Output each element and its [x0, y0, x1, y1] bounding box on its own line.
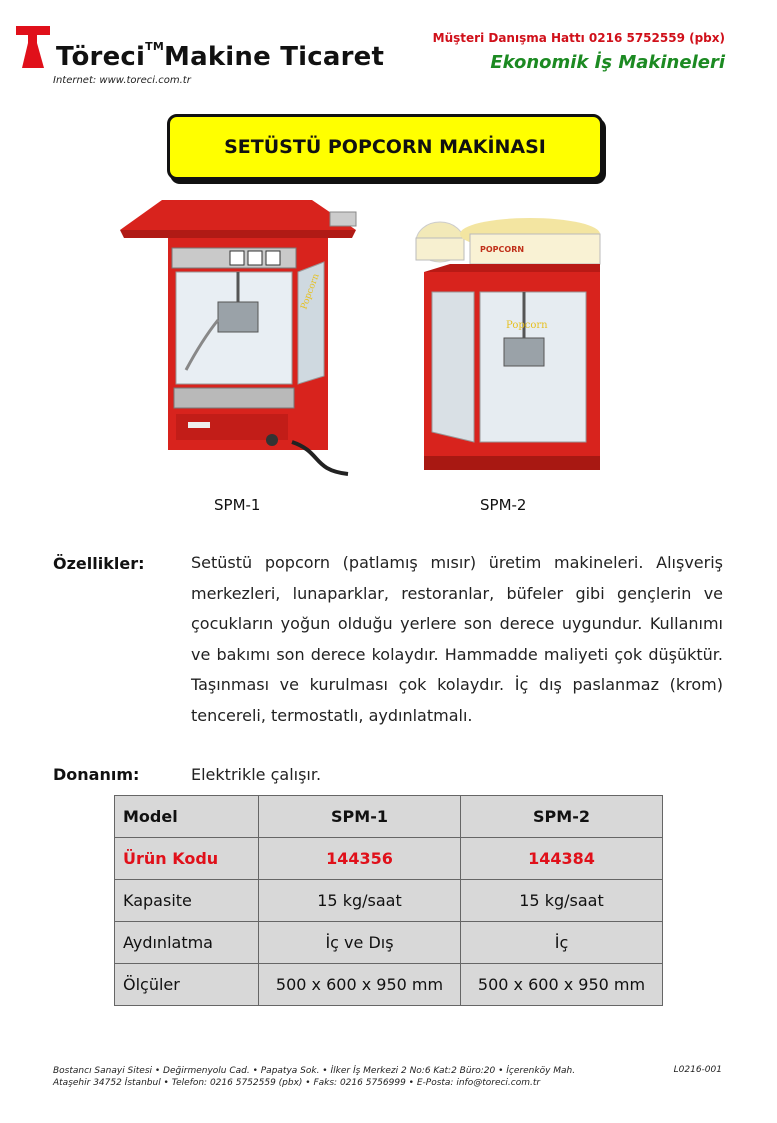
footer-address: [53, 1065, 725, 1089]
product-caption-spm2: SPM-2: [480, 496, 527, 514]
table-cell: İç: [461, 922, 663, 964]
table-cell: Ürün Kodu: [115, 838, 259, 880]
page-title: SETÜSTÜ POPCORN MAKİNASI: [167, 114, 603, 180]
svg-text:POPCORN: POPCORN: [480, 245, 525, 254]
features-label: Özellikler:: [53, 554, 145, 573]
popcorn-machine-spm1-image: [112, 190, 368, 490]
document-code: L0216-001: [673, 1065, 722, 1075]
table-cell: SPM-2: [461, 796, 663, 838]
footer-line-1: Bostancı Sanayi Sitesi • Değirmenyolu Cad. • Papatya Sok. • İlker İş Merkezi 2 No:6 Kat:2 Büro:20 • İçerenköy Mah.: [53, 1066, 576, 1076]
svg-text:Popcorn: Popcorn: [299, 272, 322, 312]
spec-table: [114, 795, 663, 1006]
table-cell: Model: [115, 796, 259, 838]
table-cell: 500 x 600 x 950 mm: [461, 964, 663, 1006]
features-text: Setüstü popcorn (patlamış mısır) üretim makineleri. Alışveriş merkezleri, lunaparklar, restoranlar, büfeler gibi gençlerin ve çocukların yoğun olduğu yerlere son derece uygundur. Kullanımı ve bakımı son derece kolaydır. Hammadde maliyeti çok düşüktür. Taşınması ve kurulması çok kolaydır. İç dış paslanmaz (krom) tencereli, termostatlı, aydınlatmalı.: [191, 553, 723, 725]
table-cell: 15 kg/saat: [461, 880, 663, 922]
table-row: [115, 838, 663, 880]
table-row: [115, 796, 663, 838]
slogan-text: Ekonomik İş Makineleri: [490, 52, 725, 73]
footer-line-2: Ataşehir 34752 İstanbul • Telefon: 0216 5752559 (pbx) • Faks: 0216 5756999 • E-Posta: info@toreci.com.tr: [53, 1078, 541, 1088]
table-cell: 144384: [461, 838, 663, 880]
equipment-label: Donanım:: [53, 765, 140, 784]
table-row: [115, 880, 663, 922]
table-cell: Kapasite: [115, 880, 259, 922]
popcorn-machine-spm2-image: [410, 212, 620, 480]
hotline-text: Müşteri Danışma Hattı 0216 5752559 (pbx): [432, 31, 725, 45]
table-cell: SPM-1: [259, 796, 461, 838]
table-cell: Ölçüler: [115, 964, 259, 1006]
table-cell: 15 kg/saat: [259, 880, 461, 922]
table-cell: 500 x 600 x 950 mm: [259, 964, 461, 1006]
table-cell: 144356: [259, 838, 461, 880]
svg-text:Popcorn: Popcorn: [506, 320, 548, 331]
company-name: Töreci™Makine Ticaret: [56, 40, 385, 72]
equipment-text: Elektrikle çalışır.: [191, 765, 322, 784]
company-logo: [14, 24, 52, 68]
table-cell: Aydınlatma: [115, 922, 259, 964]
website-text: Internet: www.toreci.com.tr: [53, 75, 191, 86]
product-caption-spm1: SPM-1: [214, 496, 261, 514]
table-row: [115, 964, 663, 1006]
table-row: [115, 922, 663, 964]
table-cell: İç ve Dış: [259, 922, 461, 964]
